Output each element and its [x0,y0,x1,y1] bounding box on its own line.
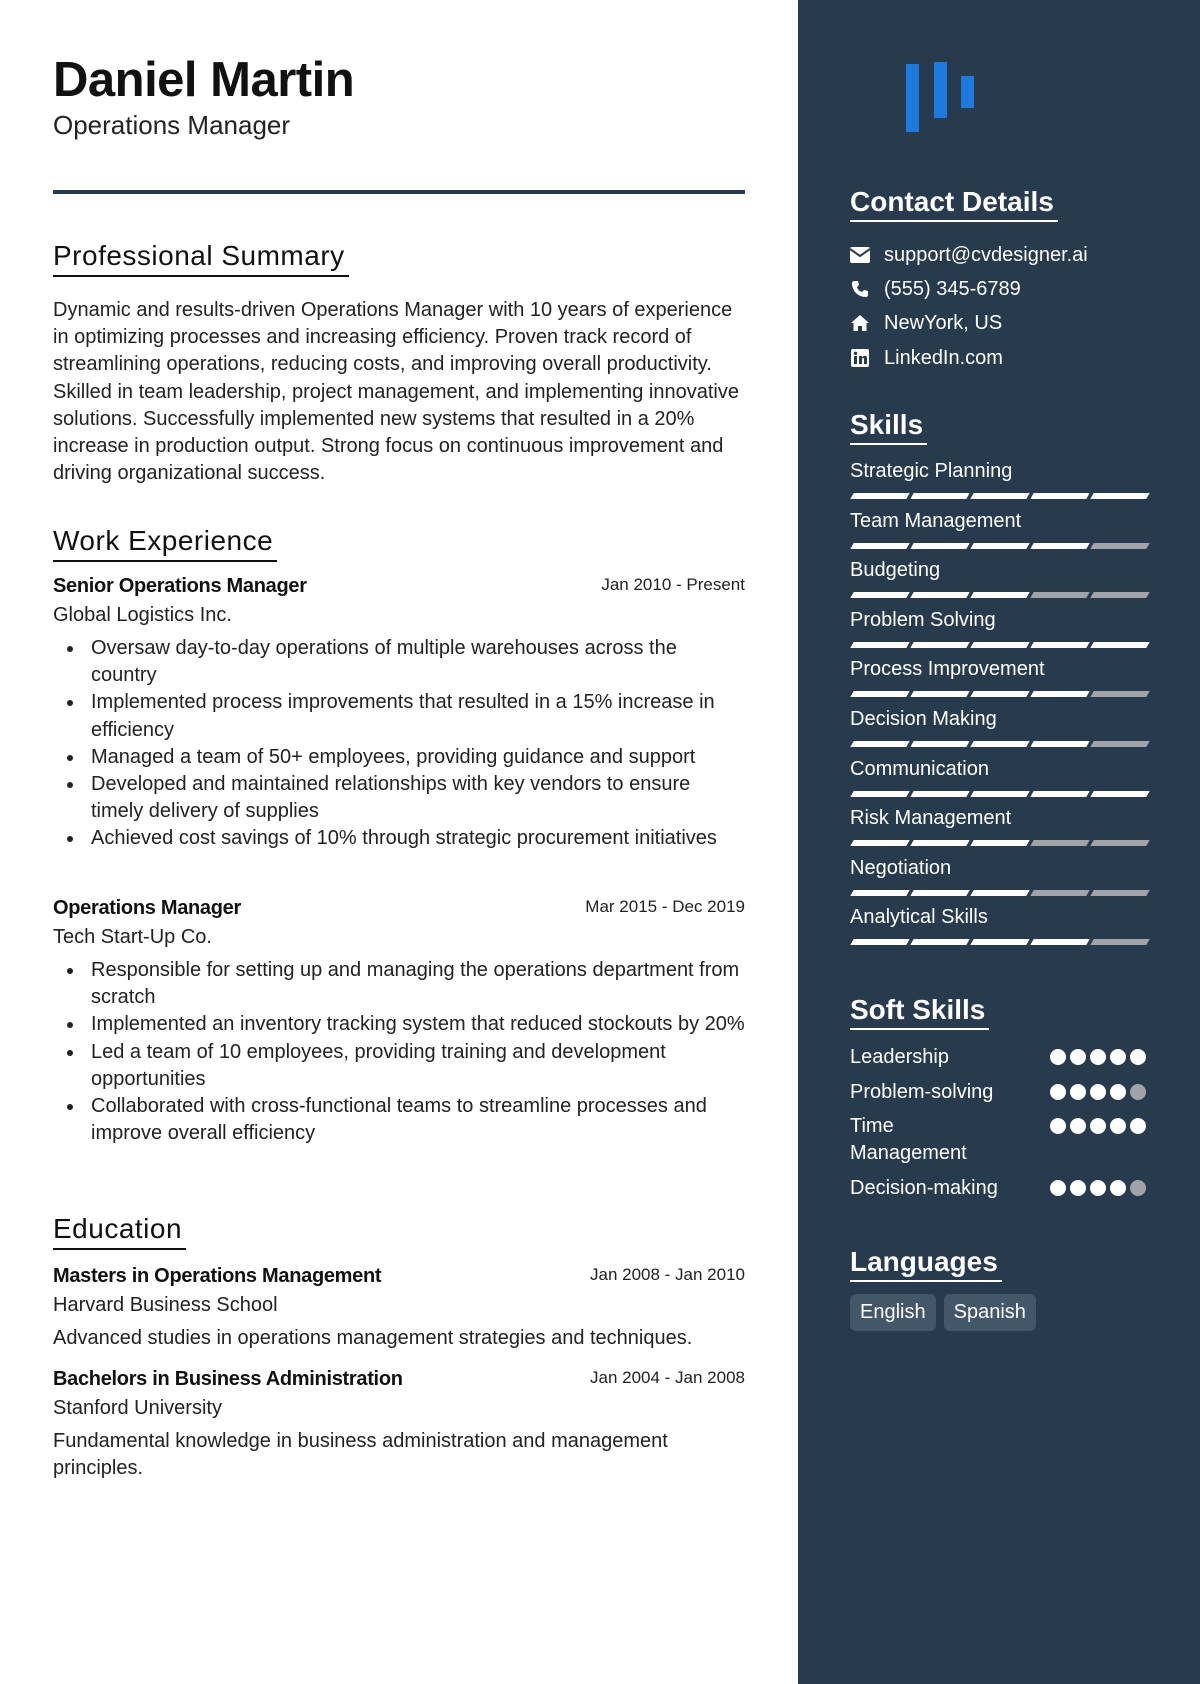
job-bullet: Implemented an inventory tracking system that reduced stockouts by 20% [53,1011,745,1038]
soft-skill-name: Problem-solving [850,1081,994,1103]
skill-name: Process Improvement [850,658,1045,680]
email-text: support@cvdesigner.ai [884,243,1088,266]
skill-level-segment [910,791,969,797]
skill-level-segment [970,493,1029,499]
soft-skill-item [850,1079,1146,1106]
skill-level-segment [910,741,969,747]
skill-level-segment [850,840,909,846]
rating-dot [1050,1084,1066,1100]
summary-text: Dynamic and results-driven Operations Manager with 10 years of experience in optimizing processes and increasing efficiency. Proven track record of streamlining operations, reducing costs, and improving overall productivity. Skilled in team leadership, project management, and implementing innovative solutions. Successfully implemented new systems that resulted in a 20% increase in production output. Strong focus on continuous improvement and driving organizational success. [53,299,739,485]
skill-level-segment [1030,791,1089,797]
soft-skill-item [850,1175,1146,1202]
skill-level-segment [910,493,969,499]
skill-level-bar [852,691,1148,697]
degree-title: Masters in Operations Management [53,1265,382,1287]
job-date: Mar 2015 - Dec 2019 [585,897,745,916]
skill-name: Communication [850,758,989,780]
rating-dot [1110,1118,1126,1134]
soft-skill-item [850,1044,1146,1071]
experience-heading: Work Experience [53,525,277,562]
rating-dot [1090,1118,1106,1134]
skill-level-segment [1030,840,1089,846]
skill-level-bar [852,791,1148,797]
soft-skill-name: Time Management [850,1115,967,1164]
soft-skill-rating [1050,1049,1146,1065]
skill-level-segment [1090,890,1149,896]
skill-level-segment [850,592,909,598]
soft-skill-name: Leadership [850,1046,949,1068]
skill-level-segment [910,691,969,697]
skill-item [850,708,1146,731]
skill-level-bar [852,642,1148,648]
bar-logo-icon [906,62,976,132]
job-bullet: Collaborated with cross-functional teams to streamline processes and improve overall efficiency [53,1093,745,1147]
skill-level-bar [852,493,1148,499]
skill-name: Decision Making [850,708,997,730]
skill-level-bar [852,890,1148,896]
skill-level-segment [970,642,1029,648]
education-description: Advanced studies in operations management strategies and techniques. [53,1327,693,1349]
skill-level-segment [1090,840,1149,846]
skill-item [850,658,1146,681]
rating-dot [1050,1180,1066,1196]
soft-skill-item [850,1113,1146,1167]
skill-level-bar [852,939,1148,945]
skill-level-bar [852,840,1148,846]
skill-level-segment [1090,791,1149,797]
soft-skill-name: Decision-making [850,1177,998,1199]
rating-dot [1110,1084,1126,1100]
skill-name: Problem Solving [850,609,996,631]
job-date: Jan 2010 - Present [601,575,745,594]
skill-level-segment [1090,592,1149,598]
skill-name: Risk Management [850,807,1012,829]
skill-level-segment [970,939,1029,945]
skill-name: Budgeting [850,559,941,581]
skill-level-segment [1030,939,1089,945]
skill-level-segment [910,592,969,598]
skill-level-segment [850,741,909,747]
contact-heading: Contact Details [850,186,1058,222]
job-bullet: Responsible for setting up and managing the operations department from scratch [53,957,745,1011]
skill-level-bar [852,741,1148,747]
skill-level-segment [1090,493,1149,499]
education-entry [53,1368,745,1482]
rating-dot [1070,1049,1086,1065]
rating-dot [1090,1180,1106,1196]
skill-level-segment [970,543,1029,549]
skill-level-segment [1030,890,1089,896]
skill-level-segment [850,642,909,648]
languages-heading: Languages [850,1246,1002,1282]
skill-level-segment [850,691,909,697]
degree-title: Bachelors in Business Administration [53,1368,403,1390]
skill-item [850,758,1146,781]
skill-level-segment [1090,939,1149,945]
location-text: NewYork, US [884,311,1003,334]
skill-level-segment [1030,741,1089,747]
skill-level-segment [1090,691,1149,697]
job-title: Operations Manager [53,897,241,919]
skill-level-segment [1090,543,1149,549]
phone-icon [850,279,870,299]
skill-level-segment [850,791,909,797]
skill-level-segment [910,890,969,896]
envelope-icon [850,245,870,265]
skill-level-segment [850,543,909,549]
skill-name: Strategic Planning [850,460,1013,482]
linkedin-text: LinkedIn.com [884,346,1003,369]
education-description: Fundamental knowledge in business administration and management principles. [53,1430,668,1480]
skill-level-segment [1030,691,1089,697]
skill-level-segment [910,840,969,846]
rating-dot [1130,1180,1146,1196]
summary-heading: Professional Summary [53,240,349,277]
rating-dot [1050,1049,1066,1065]
phone-text: (555) 345-6789 [884,277,1021,300]
home-icon [850,313,870,333]
rating-dot [1070,1084,1086,1100]
education-entry [53,1265,745,1352]
skill-item [850,807,1146,830]
rating-dot [1070,1118,1086,1134]
job-entry [53,897,745,1147]
education-heading: Education [53,1213,186,1250]
candidate-name: Daniel Martin [53,53,355,107]
job-company: Global Logistics Inc. [53,604,232,626]
skill-level-segment [970,592,1029,598]
skill-level-segment [970,741,1029,747]
languages-list [850,1294,1036,1331]
skill-name: Negotiation [850,857,952,879]
skills-heading: Skills [850,409,927,445]
school-name: Harvard Business School [53,1294,278,1316]
job-bullet: Led a team of 10 employees, providing training and development opportunities [53,1039,745,1093]
skill-level-bar [852,592,1148,598]
header-divider [53,190,745,194]
contact-phone[interactable] [850,276,1021,302]
job-title: Senior Operations Manager [53,575,307,597]
education-date: Jan 2004 - Jan 2008 [589,1368,745,1387]
linkedin-icon [850,348,870,368]
skill-level-segment [1090,741,1149,747]
skill-name: Team Management [850,510,1022,532]
job-bullet: Achieved cost savings of 10% through strategic procurement initiatives [53,825,745,852]
rating-dot [1130,1049,1146,1065]
contact-location [850,310,1002,336]
job-bullet: Implemented process improvements that resulted in a 15% increase in efficiency [53,689,745,743]
skill-level-segment [1090,642,1149,648]
contact-linkedin[interactable] [850,345,1003,371]
skill-level-segment [850,890,909,896]
rating-dot [1050,1118,1066,1134]
skill-level-segment [1030,592,1089,598]
skill-level-segment [850,493,909,499]
candidate-role: Operations Manager [53,110,291,140]
job-entry [53,575,745,853]
language-tag: English [850,1294,936,1331]
job-bullet: Developed and maintained relationships with key vendors to ensure timely delivery of supplies [53,771,745,825]
skill-level-bar [852,543,1148,549]
rating-dot [1110,1049,1126,1065]
skill-item [850,510,1146,533]
rating-dot [1130,1084,1146,1100]
sidebar [798,0,1200,1684]
job-bullet: Managed a team of 50+ employees, providing guidance and support [53,744,745,771]
skill-level-segment [1030,642,1089,648]
soft-skill-rating [1050,1180,1146,1196]
skill-level-segment [910,543,969,549]
skill-level-segment [910,642,969,648]
soft-skills-heading: Soft Skills [850,994,989,1030]
skill-name: Analytical Skills [850,906,988,928]
skill-item [850,609,1146,632]
skill-item [850,559,1146,582]
skill-item [850,857,1146,880]
skill-level-segment [970,791,1029,797]
skill-level-segment [1030,543,1089,549]
skill-level-segment [970,840,1029,846]
contact-email[interactable] [850,242,1088,268]
rating-dot [1070,1180,1086,1196]
rating-dot [1090,1049,1106,1065]
school-name: Stanford University [53,1397,222,1419]
soft-skill-rating [1050,1118,1146,1134]
skill-level-segment [1030,493,1089,499]
job-bullet-list [53,635,745,853]
skill-item [850,906,1146,929]
rating-dot [1110,1180,1126,1196]
language-tag: Spanish [944,1294,1036,1331]
job-company: Tech Start-Up Co. [53,926,212,948]
job-bullet-list [53,957,745,1147]
skill-level-segment [850,939,909,945]
education-date: Jan 2008 - Jan 2010 [589,1265,745,1284]
rating-dot [1130,1118,1146,1134]
skill-level-segment [970,691,1029,697]
rating-dot [1090,1084,1106,1100]
skill-level-segment [910,939,969,945]
soft-skill-rating [1050,1084,1146,1100]
skill-level-segment [970,890,1029,896]
skill-item [850,460,1146,483]
job-bullet: Oversaw day-to-day operations of multiple warehouses across the country [53,635,745,689]
